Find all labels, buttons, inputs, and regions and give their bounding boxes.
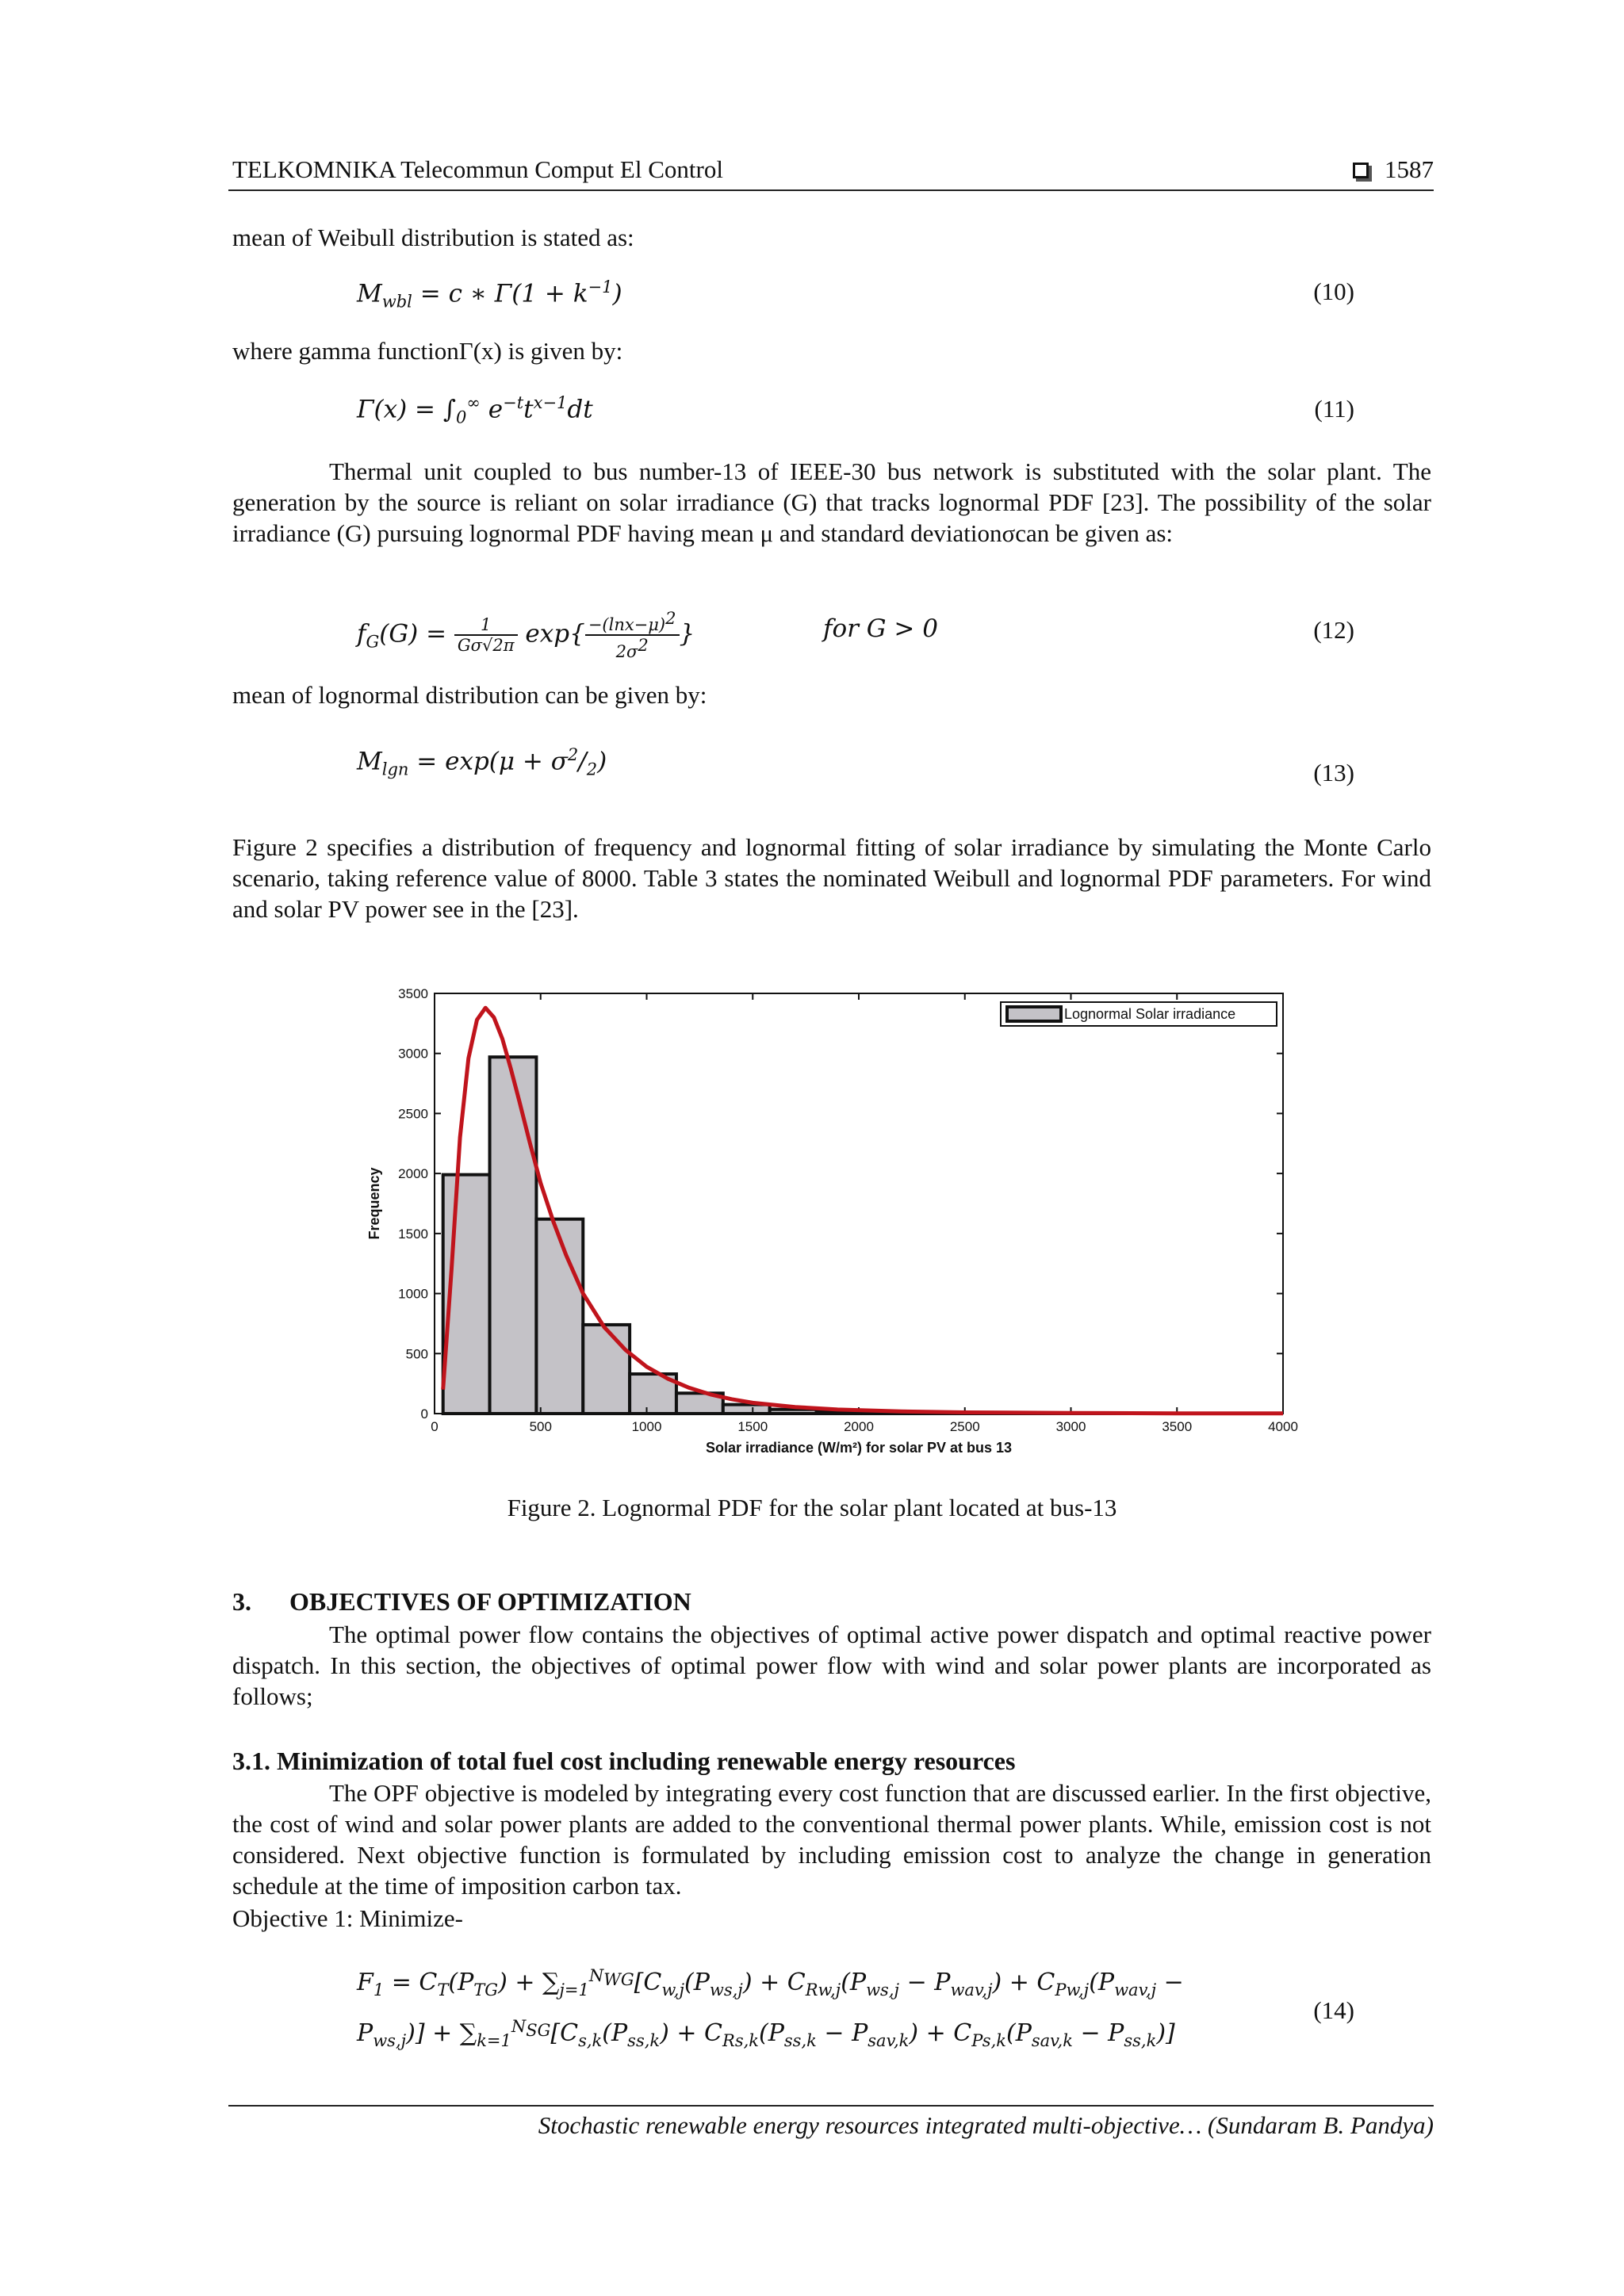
histogram-bar — [723, 1405, 770, 1414]
histogram-bar — [583, 1325, 630, 1414]
x-tick-label: 4000 — [1268, 1419, 1298, 1434]
page-number — [1353, 155, 1434, 184]
legend-swatch — [1007, 1007, 1061, 1021]
figure-caption: Figure 2. Lognormal PDF for the solar plant located at bus-13 — [507, 1494, 1117, 1521]
y-tick-label: 3500 — [398, 986, 428, 1001]
x-tick-label: 500 — [529, 1419, 552, 1434]
histogram-bar — [490, 1057, 537, 1414]
checkbox-square-icon — [1353, 163, 1369, 178]
x-tick-label: 3500 — [1162, 1419, 1193, 1434]
section-3-1-title: 3.1. Minimization of total fuel cost including renewable energy resources — [232, 1747, 1016, 1775]
paragraph-section-3: The optimal power flow contains the objectives of optimal active power dispatch and optimal reactive power dispatch. In this section, the objectives of optimal power flow with wind and solar power plants are incorporated as follows; — [232, 1621, 1431, 1710]
y-tick-label: 2500 — [398, 1106, 428, 1122]
histogram-bar — [536, 1219, 583, 1414]
equation-14-line-1: $F_1 = C_T(P_{TG}) + \sum_{j=1}^{N_{WG}}[C_{w,j}(P_{ws,j}) + C_{Rw,j}(P_{ws,j} - P_{wav,j}) + C_{Pw,j}(P_{wav,j}$ − — [357, 1966, 1184, 1999]
equation-13: $M_{lgn} = \exp(\mu + \sigma^2/_2)$ — [357, 745, 607, 779]
equation-11-number: (11) — [1314, 395, 1354, 423]
x-tick-label: 1000 — [631, 1419, 662, 1434]
journal-header: TELKOMNIKA Telecommun Comput El Control — [232, 155, 723, 183]
equation-11: $\Gamma(x) = \int_0^\infty$ $e^{-t}t^{x-1}dt$ — [357, 393, 593, 427]
objective-1-label: Objective 1: Minimize- — [232, 1904, 463, 1932]
x-tick-label: 3000 — [1055, 1419, 1086, 1434]
lognormal-chart — [349, 975, 1316, 1467]
x-axis-label: Solar irradiance (W/m²) for solar PV at bus 13 — [705, 1440, 1013, 1456]
equation-10: $M_{wbl} = c$ ∗ $\Gamma(1 + k^{-1})$ — [357, 277, 622, 312]
paragraph-lognormal-mean: mean of lognormal distribution can be given by: — [232, 681, 707, 709]
y-tick-label: 2000 — [398, 1166, 428, 1182]
paragraph-solar: Thermal unit coupled to bus number-13 of IEEE-30 bus network is substituted with the solar plant. The generation by the source is reliant on solar irradiance (G) that tracks lognormal PDF [23]. The possibility of the solar irradiance (G) pursuing lognormal PDF having mean μ and standard deviationσcan be given as: — [232, 457, 1431, 547]
header-rule — [228, 189, 1434, 191]
equation-13-number: (13) — [1313, 759, 1354, 786]
y-tick-label: 1000 — [398, 1286, 428, 1302]
equation-10-number: (10) — [1313, 277, 1354, 305]
equation-12-condition: for G > 0 — [823, 614, 938, 643]
paragraph-gamma: where gamma functionΓ(x) is given by: — [232, 337, 623, 365]
x-tick-label: 2500 — [949, 1419, 980, 1434]
equation-14-line-2: $P_{ws,j})] + \sum_{k=1}^{N_{SG}}[C_{s,k}(P_{ss,k}) + C_{Rs,k}(P_{ss,k} - P_{sav,k}) + C_{Ps,k}(P_{sav,k} - P_{ss,k})]$ — [357, 2017, 1175, 2050]
page-number-text: 1587 — [1385, 155, 1434, 183]
legend-label: Lognormal Solar irradiance — [1064, 1006, 1236, 1022]
paragraph-weibull-mean: mean of Weibull distribution is stated as: — [232, 224, 634, 251]
y-axis-label: Frequency — [366, 1167, 382, 1240]
y-tick-label: 1500 — [398, 1226, 428, 1242]
section-3-title: 3. OBJECTIVES OF OPTIMIZATION — [232, 1587, 691, 1616]
y-tick-label: 0 — [420, 1406, 428, 1422]
equation-12-number: (12) — [1313, 616, 1354, 644]
y-tick-label: 500 — [405, 1346, 428, 1362]
y-tick-label: 3000 — [398, 1046, 428, 1062]
x-tick-label: 1500 — [737, 1419, 768, 1434]
equation-14-number: (14) — [1313, 1996, 1354, 2024]
legend — [1001, 1002, 1277, 1026]
paragraph-section-3-1: The OPF objective is modeled by integrating every cost function that are discussed earlier. In the first objective, the cost of wind and solar power plants are added to the conventional thermal power plants. While, emission cost is not considered. Next objective function is formulated by including emission cost to analyze the change in generation schedule at the time of imposition carbon tax. — [232, 1779, 1431, 1900]
histogram-bar — [770, 1410, 817, 1414]
paragraph-figure2: Figure 2 specifies a distribution of frequency and lognormal fitting of solar irradiance by simulating the Monte Carlo scenario, taking reference value of 8000. Table 3 states the nominated Weibull and lognormal PDF parameters. For wind and solar PV power see in the [23]. — [232, 833, 1431, 923]
x-tick-label: 0 — [431, 1419, 439, 1434]
equation-12: $f_G(G)$ = $\frac{1}{G\sigma√2\pi}$ exp{ $\frac{-(\ln x-\mu)^2}{2\sigma^2}$ } — [357, 609, 695, 661]
footer-citation: Stochastic renewable energy resources integrated multi-objective… (Sundaram B. Pandya) — [538, 2111, 1434, 2139]
footer-rule — [228, 2105, 1434, 2107]
x-tick-label: 2000 — [844, 1419, 874, 1434]
